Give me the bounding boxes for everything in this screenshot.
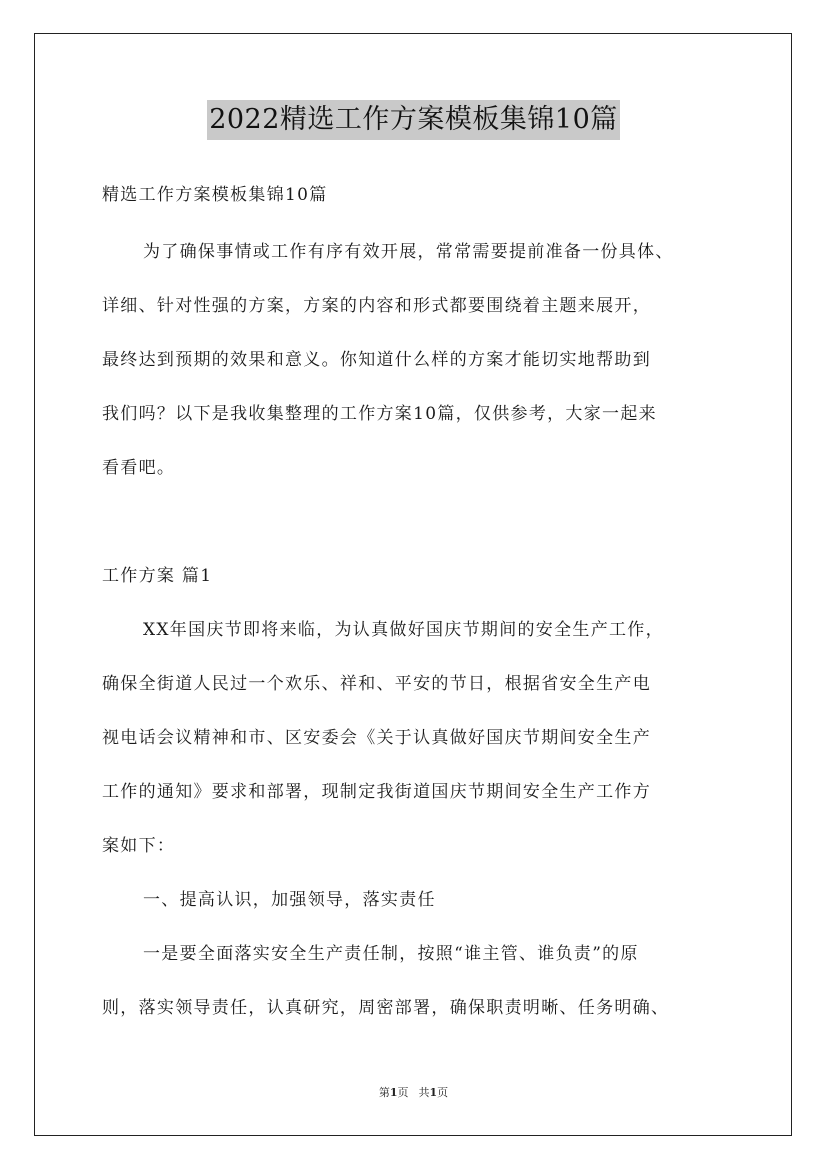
text-line: 看看吧。 <box>102 458 176 478</box>
text-line: 则，落实领导责任，认真研究，周密部署，确保职责明晰、任务明确、 <box>102 998 670 1018</box>
text-line: 一是要全面落实安全生产责任制，按照“谁主管、谁负责”的原 <box>143 944 639 964</box>
page-total: 1 <box>429 1086 438 1099</box>
page-label-suffix: 页 <box>397 1086 409 1099</box>
text-line: 工作的通知》要求和部署，现制定我街道国庆节期间安全生产工作方 <box>102 782 651 802</box>
text-line: 详细、针对性强的方案，方案的内容和形式都要围绕着主题来展开， <box>102 296 651 316</box>
section-heading: 工作方案 篇1 <box>102 566 213 586</box>
text-line: 最终达到预期的效果和意义。你知道什么样的方案才能切实地帮助到 <box>102 350 651 370</box>
page-current: 1 <box>389 1086 398 1099</box>
page-label-prefix: 第 <box>378 1086 390 1099</box>
page-footer <box>0 1084 827 1100</box>
text-line: XX年国庆节即将来临，为认真做好国庆节期间的安全生产工作， <box>143 620 664 640</box>
document-title: 2022精选工作方案模板集锦10篇 <box>207 100 620 140</box>
title-container <box>0 100 827 140</box>
text-line: 案如下： <box>102 836 176 856</box>
text-line: 确保全街道人民过一个欢乐、祥和、平安的节日，根据省安全生产电 <box>102 674 651 694</box>
text-line: 为了确保事情或工作有序有效开展，常常需要提前准备一份具体、 <box>143 242 674 262</box>
total-label-suffix: 页 <box>437 1086 449 1099</box>
text-line: 我们吗？以下是我收集整理的工作方案10篇，仅供参考，大家一起来 <box>102 404 657 424</box>
total-label-prefix: 共 <box>418 1086 430 1099</box>
text-line: 精选工作方案模板集锦10篇 <box>102 185 328 205</box>
text-line: 视电话会议精神和市、区安委会《关于认真做好国庆节期间安全生产 <box>102 728 651 748</box>
subsection-heading: 一、提高认识，加强领导，落实责任 <box>143 890 436 910</box>
